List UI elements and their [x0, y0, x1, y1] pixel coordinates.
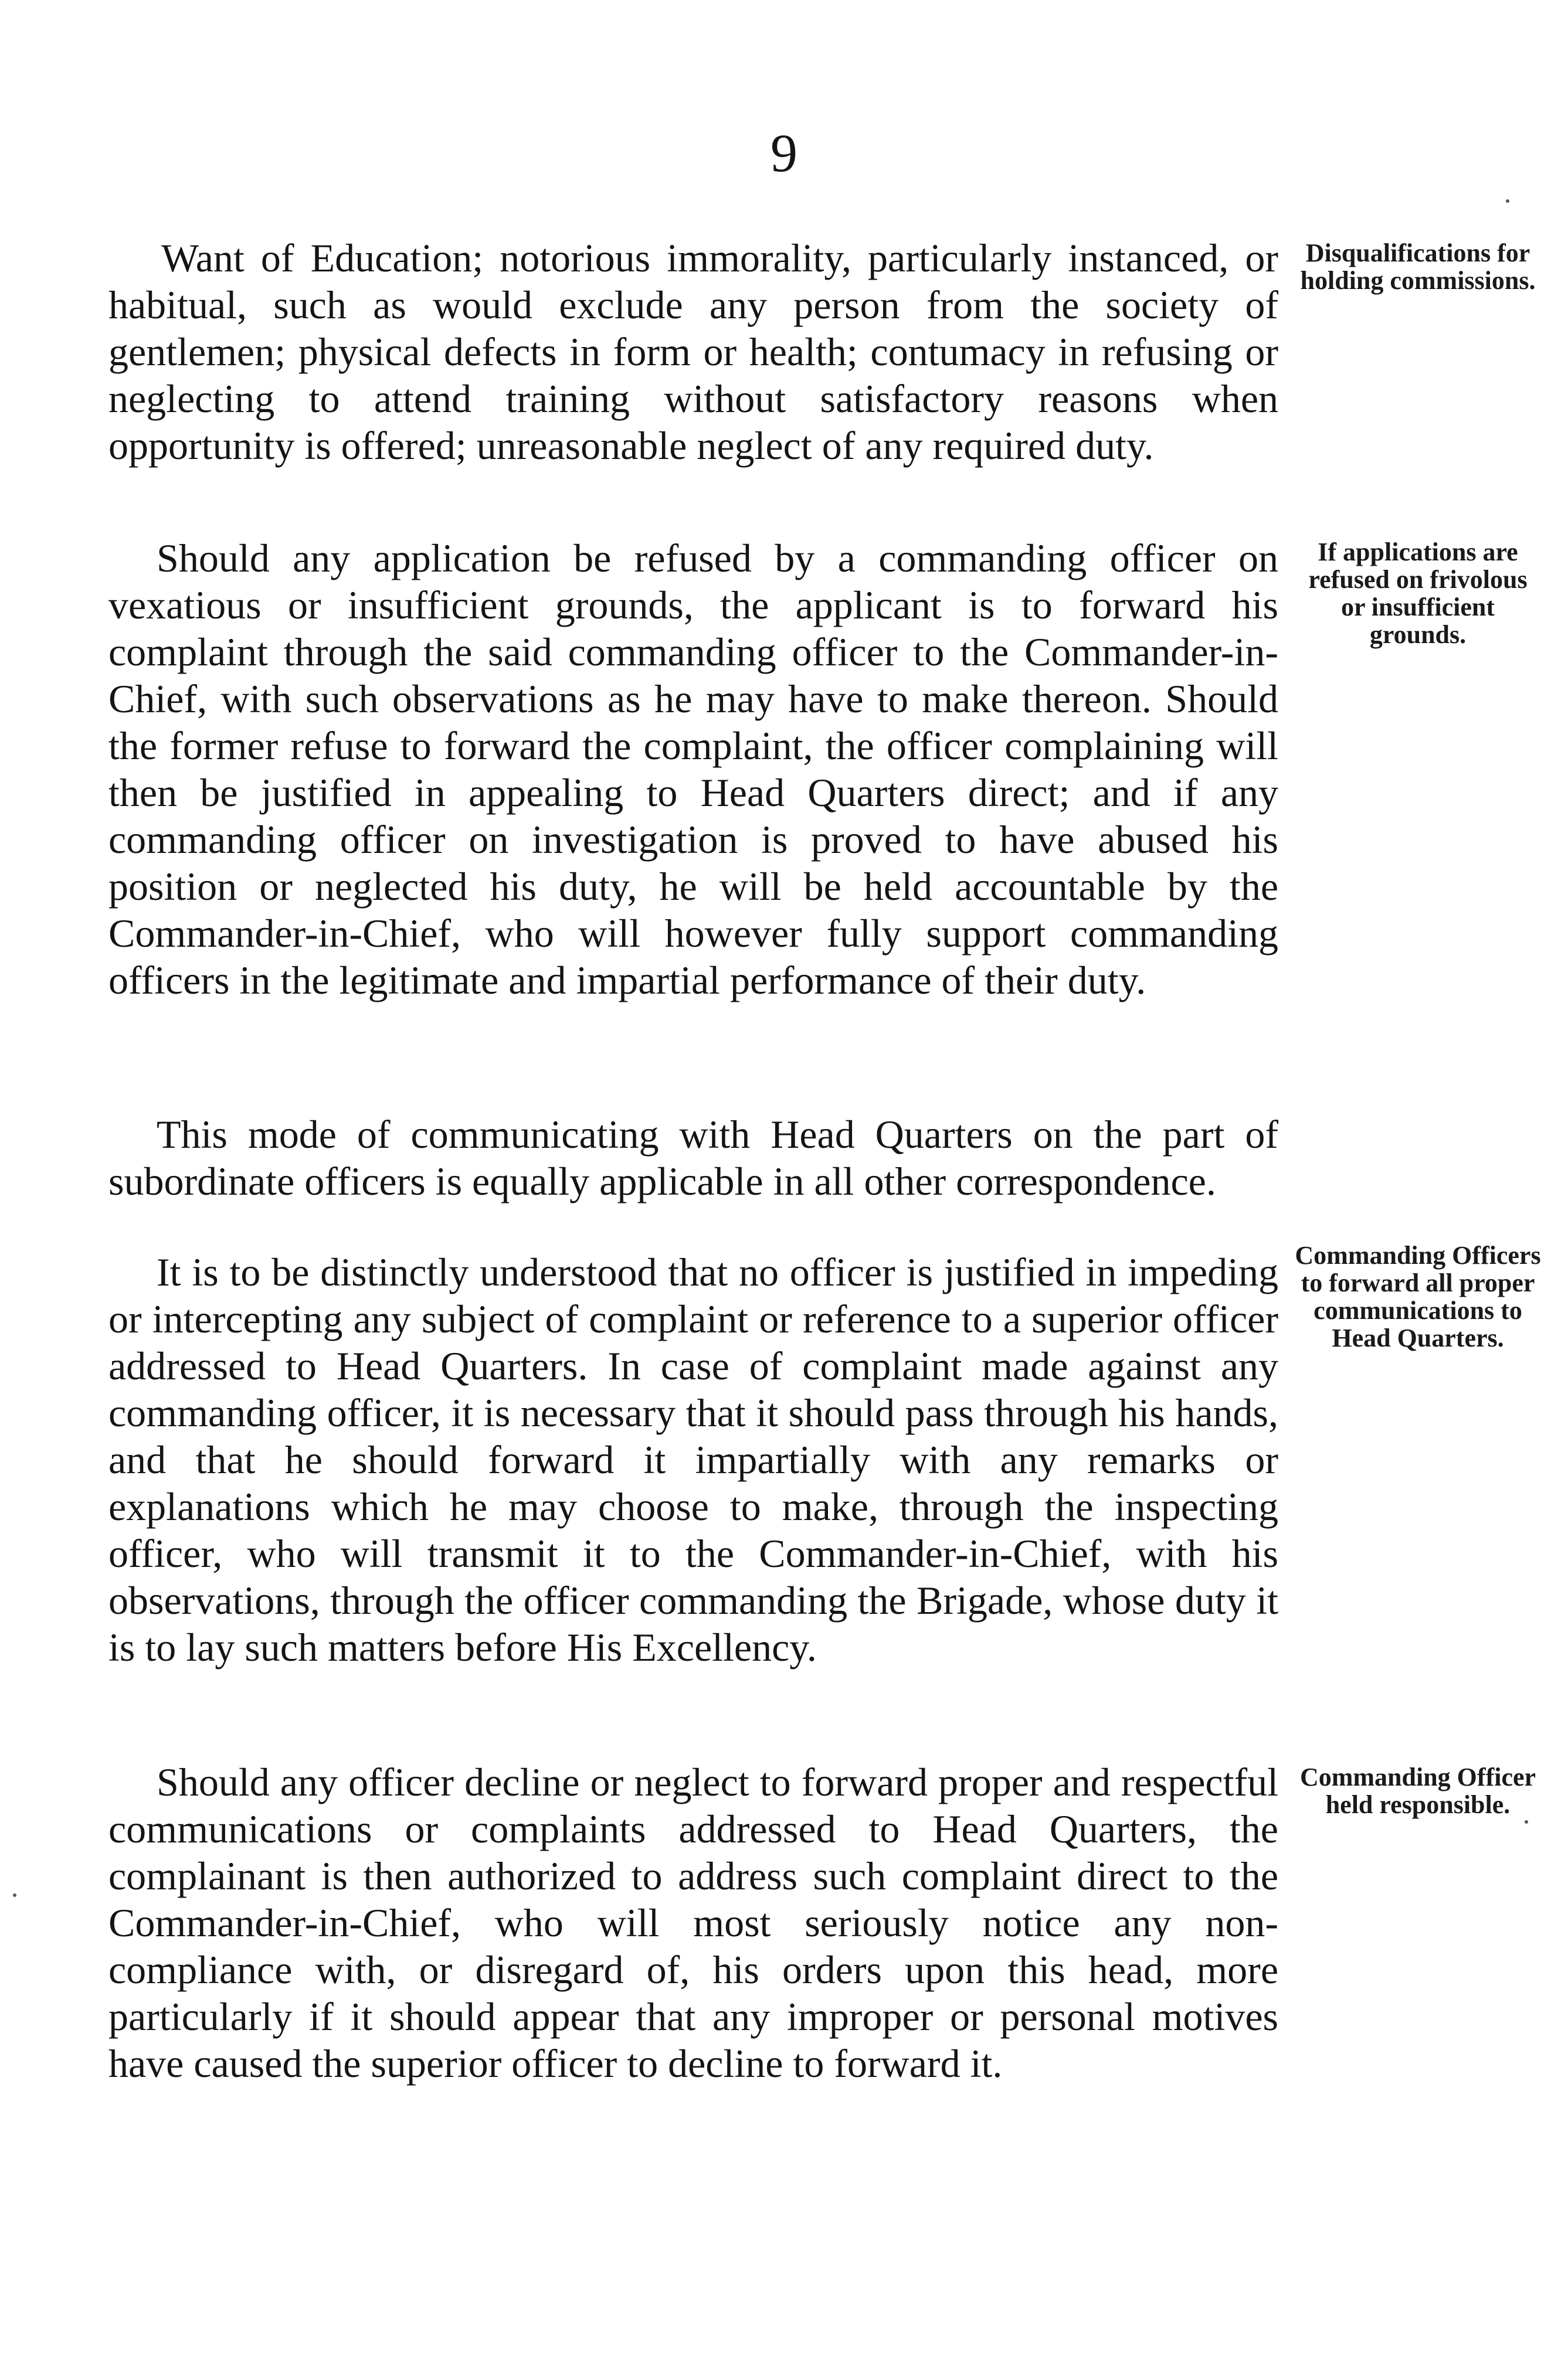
paragraph-disqualifications: Want of Education; notorious immorality, particularly instanced, or habitual, such as would exclude any person from the society of gentlemen; physical defects in form or health; contumacy in refusing or neglecting to attend training without satisfactory reasons when opportunity is offered; unreasonable neglect of any required duty.: [108, 236, 1278, 468]
paragraph-impeding-complaints: It is to be distinctly understood that no officer is justified in impeding or intercepting any subject of complaint or reference to a superior officer addressed to Head Quarters. In case of complaint made against any commanding officer, it is necessary that it should pass through his hands, and that he should forward it impartially with any remarks or explanations which he may choose to make, through the inspecting officer, who will transmit it to the Commander-in-Chief, with his observations, through the officer commanding the Brigade, whose duty it is to lay such matters before His Excellency.: [108, 1250, 1278, 1670]
sidenote-refused-applications: If applications are refused on frivolous or insufficient grounds.: [1308, 538, 1528, 649]
main-text-block-1: [108, 234, 1278, 469]
page-number: 9: [771, 123, 797, 183]
scan-speck: [1525, 1820, 1528, 1824]
sidenote-forward-communications: Commanding Officers to forward all proper communications to Head Quarters.: [1295, 1241, 1541, 1352]
sidenote-officer-responsible: Commanding Officer held responsible.: [1299, 1763, 1536, 1819]
main-text-block-3: [108, 1111, 1278, 1205]
main-text-block-2: [108, 535, 1278, 1004]
main-text-block-5: [108, 1759, 1278, 2087]
paragraph-refused-applications: Should any application be refused by a commanding officer on vexatious or insufficient grounds, the applicant is to forward his complaint through the said commanding officer to the Commander-in-Chief, with such observations as he may have to make thereon. Should the former refuse to forward the complaint, the officer complaining will then be justified in appealing to Head Quarters direct; and if any commanding officer on investigation is proved to have abused his position or neglected his duty, he will be held accountable by the Commander-in-Chief, who will however fully support commanding officers in the legitimate and impartial performance of their duty.: [108, 536, 1278, 1002]
paragraph-mode-of-communicating: This mode of communicating with Head Quarters on the part of subordinate officers is equally applicable in all other correspondence.: [108, 1112, 1278, 1203]
paragraph-decline-to-forward: Should any officer decline or neglect to forward proper and respectful communications or complaints addressed to Head Quarters, the complainant is then authorized to address such complaint direct to the Commander-in-Chief, who will most seriously notice any non-compliance with, or disregard of, his orders upon this head, more particularly if it should appear that any improper or personal motives have caused the superior officer to decline to forward it.: [108, 1760, 1278, 2086]
scan-speck: [13, 1893, 16, 1897]
scan-speck: [1506, 199, 1509, 203]
sidenote-disqualifications: Disqualifications for holding commissions.: [1300, 239, 1536, 295]
main-text-block-4: [108, 1249, 1278, 1671]
